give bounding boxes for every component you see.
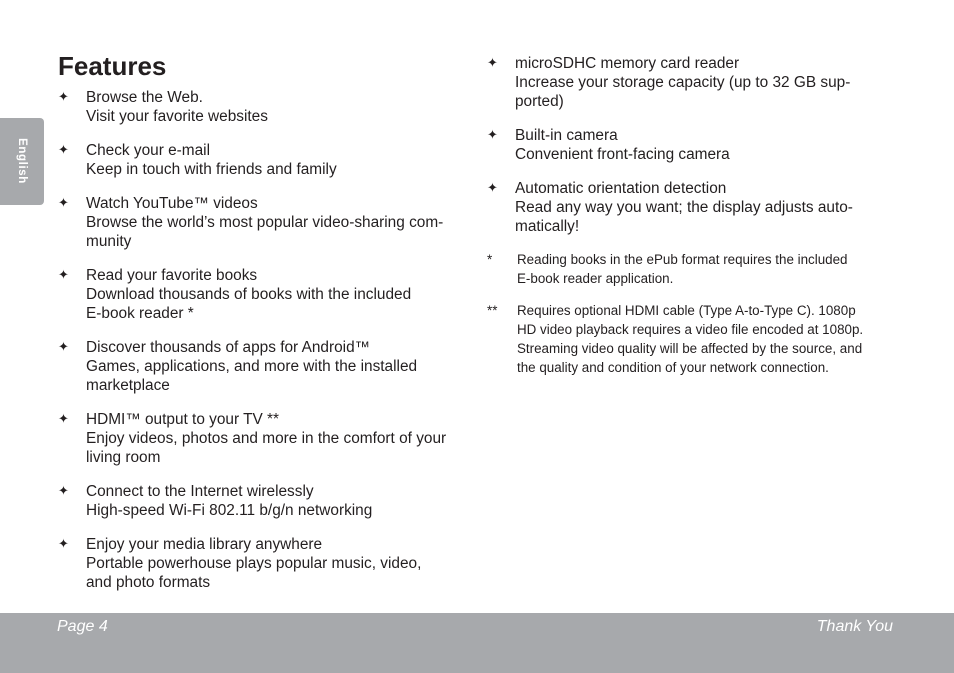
feature-item-camera [487, 126, 882, 164]
star-bullet-icon: ✦ [487, 128, 498, 143]
footnotes [487, 250, 902, 377]
feature-description: Convenient front-facing camera [515, 146, 730, 163]
feature-item-wifi [58, 482, 468, 520]
feature-description: Visit your favorite websites [86, 108, 268, 125]
star-bullet-icon: ✦ [58, 484, 69, 499]
star-bullet-icon: ✦ [487, 56, 498, 71]
features-list-right [487, 54, 882, 251]
footnote-mark: ** [487, 303, 498, 318]
star-bullet-icon: ✦ [487, 181, 498, 196]
feature-title: Check your e-mail [86, 142, 211, 159]
star-bullet-icon: ✦ [58, 268, 69, 283]
footnote-hdmi [487, 301, 902, 377]
feature-item-books [58, 266, 468, 323]
star-bullet-icon: ✦ [58, 143, 69, 158]
feature-item-hdmi [58, 410, 468, 467]
star-bullet-icon: ✦ [58, 196, 69, 211]
feature-item-media [58, 535, 468, 592]
feature-item-apps [58, 338, 468, 395]
feature-item-email [58, 141, 468, 179]
star-bullet-icon: ✦ [58, 412, 69, 427]
feature-description: Browse the world’s most popular video-sharing com- munity [86, 214, 444, 250]
footnote-mark: * [487, 252, 493, 267]
features-list-left [58, 88, 468, 607]
feature-title: Watch YouTube™ videos [86, 195, 258, 212]
footnote-ebook [487, 250, 902, 288]
feature-title: Automatic orientation detection [515, 180, 727, 197]
footnote-text: Reading books in the ePub format requires the included E-book reader application. [517, 252, 848, 286]
feature-description: Portable powerhouse plays popular music, video, and photo formats [86, 555, 422, 591]
feature-item-browse-web [58, 88, 468, 126]
feature-description: High-speed Wi-Fi 802.11 b/g/n networking [86, 502, 373, 519]
feature-description: Keep in touch with friends and family [86, 161, 337, 178]
feature-description: Increase your storage capacity (up to 32 GB sup- ported) [515, 74, 851, 110]
feature-title: Enjoy your media library anywhere [86, 536, 323, 553]
feature-title: Discover thousands of apps for Android™ [86, 339, 371, 356]
feature-description: Download thousands of books with the included E-book reader * [86, 286, 412, 322]
feature-description: Games, applications, and more with the installed marketplace [86, 358, 418, 394]
footer-thank-you: Thank You [816, 618, 893, 635]
star-bullet-icon: ✦ [58, 537, 69, 552]
language-tab [0, 118, 44, 205]
feature-title: Connect to the Internet wirelessly [86, 483, 314, 500]
feature-item-microsd [487, 54, 882, 111]
feature-title: Browse the Web. [86, 89, 203, 106]
feature-title: HDMI™ output to your TV ** [86, 411, 280, 428]
page-number: Page 4 [57, 618, 108, 635]
feature-title: microSDHC memory card reader [515, 55, 740, 72]
feature-item-youtube [58, 194, 468, 251]
feature-title: Read your favorite books [86, 267, 258, 284]
page-footer [0, 613, 954, 673]
feature-item-orientation [487, 179, 882, 236]
page-title: Features [58, 51, 167, 81]
star-bullet-icon: ✦ [58, 90, 69, 105]
feature-description: Enjoy videos, photos and more in the comfort of your living room [86, 430, 447, 466]
footnote-text: Requires optional HDMI cable (Type A-to-Type C). 1080p HD video playback requires a video file encoded at 1080p. Streaming video quality will be affected by the source, and the quality and condition of your network connection. [517, 303, 864, 375]
feature-title: Built-in camera [515, 127, 618, 144]
feature-description: Read any way you want; the display adjusts auto- matically! [515, 199, 853, 235]
language-tab-label: English [16, 138, 28, 184]
star-bullet-icon: ✦ [58, 340, 69, 355]
